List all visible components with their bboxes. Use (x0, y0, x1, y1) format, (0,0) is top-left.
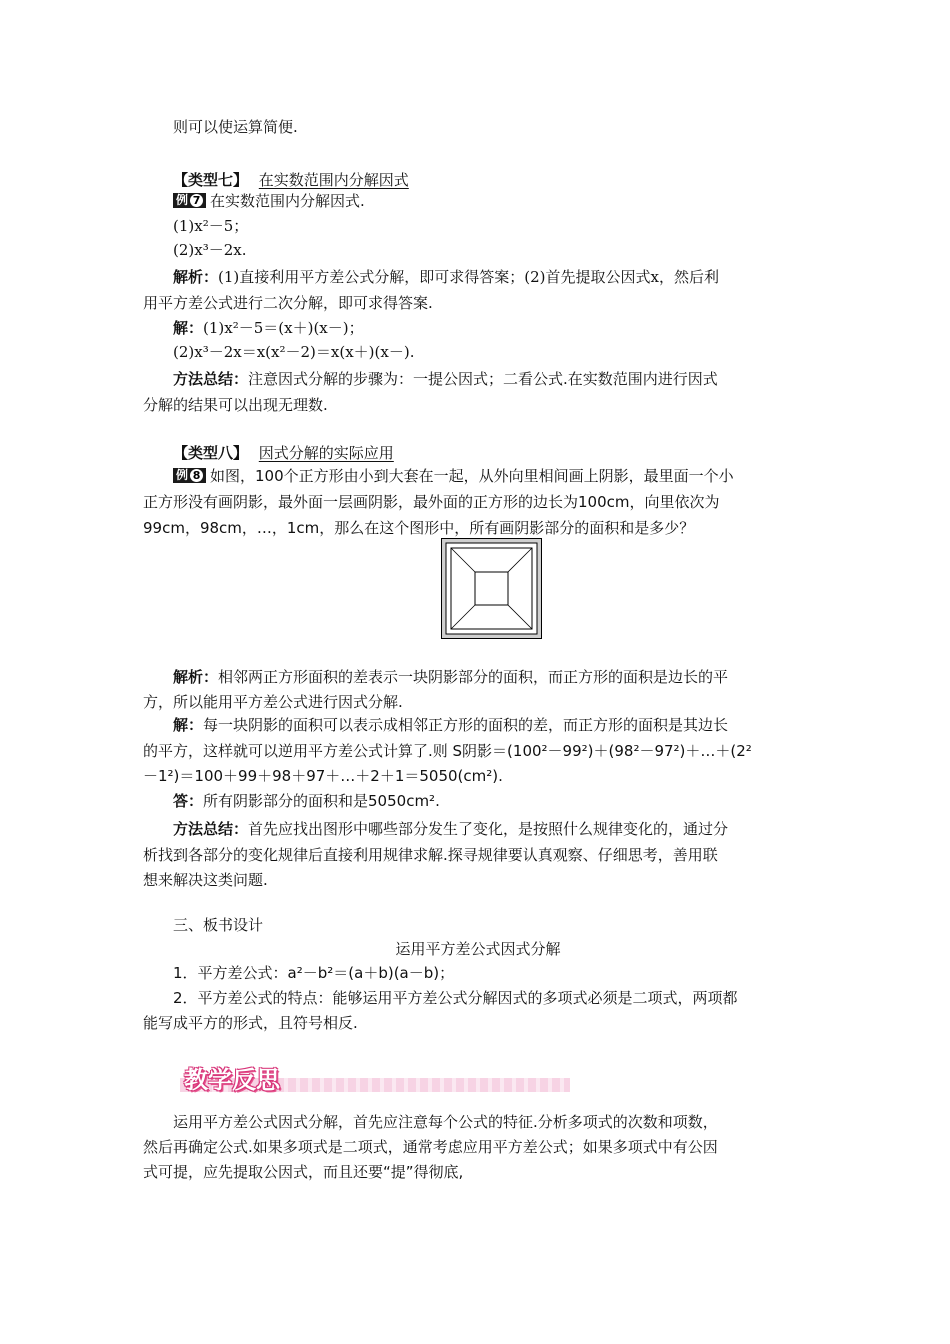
type8-analysis-row2: 方，所以能用平方差公式进行因式分解. (143, 693, 403, 711)
type7-solution-row2: (2)x³－2x＝x(x²－2)＝x(x＋)(x－). (173, 343, 415, 361)
example7-badge: 例 7 (173, 193, 206, 208)
type8-summary-text: 首先应找出图形中哪些部分发生了变化，是按照什么规律变化的，通过分 (248, 820, 729, 838)
example7-q2: (2)x³－2x. (173, 241, 247, 259)
type8-solution-label: 解： (173, 716, 204, 734)
example8-row1 (173, 465, 843, 487)
example8-text1: 如图，100个正方形由小到大套在一起，从外向里相间画上阴影，最里面一个小 (210, 467, 734, 485)
type8-analysis-text: 相邻两正方形面积的差表示一块阴影部分的面积，而正方形的面积是边长的平 (218, 668, 729, 686)
type8-heading-row (173, 442, 813, 464)
example7-row (173, 190, 843, 212)
board-item2-line2: 能写成平方的形式，且符号相反. (143, 1014, 358, 1032)
board-heading: 三、板书设计 (173, 916, 264, 934)
type8-summary-row2: 析找到各部分的变化规律后直接利用规律求解.探寻规律要认真观察、仔细思考，善用联 (143, 846, 718, 864)
reflection-line3: 式可提，应先提取公因式，而且还要“提”得彻底, (143, 1163, 464, 1181)
type7-analysis-row1 (173, 266, 813, 288)
type8-analysis-row1 (173, 666, 813, 688)
type7-summary-text: 注意因式分解的步骤为：一提公因式；二看公式.在实数范围内进行因式 (248, 370, 718, 388)
board-item1: 1．平方差公式：a²－b²＝(a＋b)(a－b)； (173, 964, 455, 982)
type8-title: 因式分解的实际应用 (258, 444, 394, 462)
type8-summary-label: 方法总结： (173, 820, 249, 838)
type7-analysis-row2: 用平方差公式进行二次分解，即可求得答案. (143, 294, 433, 312)
board-item2-line1: 2．平方差公式的特点：能够运用平方差公式分解因式的多项式必须是二项式，两项都 (173, 989, 738, 1007)
reflection-title: 教学反思 (184, 1066, 280, 1094)
type8-answer-text: 所有阴影部分的面积和是5050cm². (203, 792, 440, 810)
type8-solution-row2: 的平方，这样就可以逆用平方差公式计算了.则 S阴影＝(100²－99²)＋(98²－97²)＋…＋(2² (143, 742, 752, 760)
type7-heading: 【类型七】 (173, 171, 249, 189)
type7-heading-row (173, 169, 813, 191)
board-title: 运用平方差公式因式分解 (395, 940, 561, 958)
type8-answer-label: 答： (173, 792, 204, 810)
type7-summary-label: 方法总结： (173, 370, 249, 388)
type7-solution-row1 (173, 317, 813, 339)
type8-answer-row (173, 790, 813, 812)
reflection-line1: 运用平方差公式因式分解，首先应注意每个公式的特征.分析多项式的次数和项数， (173, 1113, 718, 1131)
type7-summary-row2: 分解的结果可以出现无理数. (143, 396, 328, 414)
reflection-line2: 然后再确定公式.如果多项式是二项式，通常考虑应用平方差公式；如果多项式中有公因 (143, 1138, 718, 1156)
nested-squares-figure (441, 538, 542, 639)
type7-analysis-label: 解析： (173, 268, 219, 286)
type7-analysis-text: (1)直接利用平方差公式分解，即可求得答案；(2)首先提取公因式x，然后利 (218, 268, 719, 286)
reflection-title-banner (180, 1064, 570, 1098)
type7-solution-text: (1)x²－5＝(x＋)(x－)； (203, 319, 364, 337)
example8-row3: 99cm，98cm，…，1cm，那么在这个图形中，所有画阴影部分的面积和是多少？ (143, 519, 695, 537)
type8-solution-text: 每一块阴影的面积可以表示成相邻正方形的面积的差，而正方形的面积是其边长 (203, 716, 729, 734)
example7-text: 在实数范围内分解因式. (210, 192, 365, 210)
type8-heading: 【类型八】 (173, 444, 249, 462)
type8-solution-row1 (173, 714, 813, 736)
type7-summary-row1 (173, 368, 813, 390)
type8-summary-row1 (173, 818, 813, 840)
type7-title: 在实数范围内分解因式 (258, 171, 409, 189)
intro-tail: 则可以使运算简便. (173, 118, 298, 136)
type8-analysis-label: 解析： (173, 668, 219, 686)
inner-square (475, 572, 508, 605)
type8-summary-row3: 想来解决这类问题. (143, 871, 268, 889)
type8-solution-row3: －1²)＝100＋99＋98＋97＋…＋2＋1＝5050(cm²). (143, 767, 503, 785)
example8-badge: 例 8 (173, 468, 206, 483)
example8-row2: 正方形没有画阴影，最外面一层画阴影，最外面的正方形的边长为100cm，向里依次为 (143, 493, 720, 511)
example7-q1: (1)x²－5； (173, 217, 249, 235)
type7-solution-label: 解： (173, 319, 204, 337)
